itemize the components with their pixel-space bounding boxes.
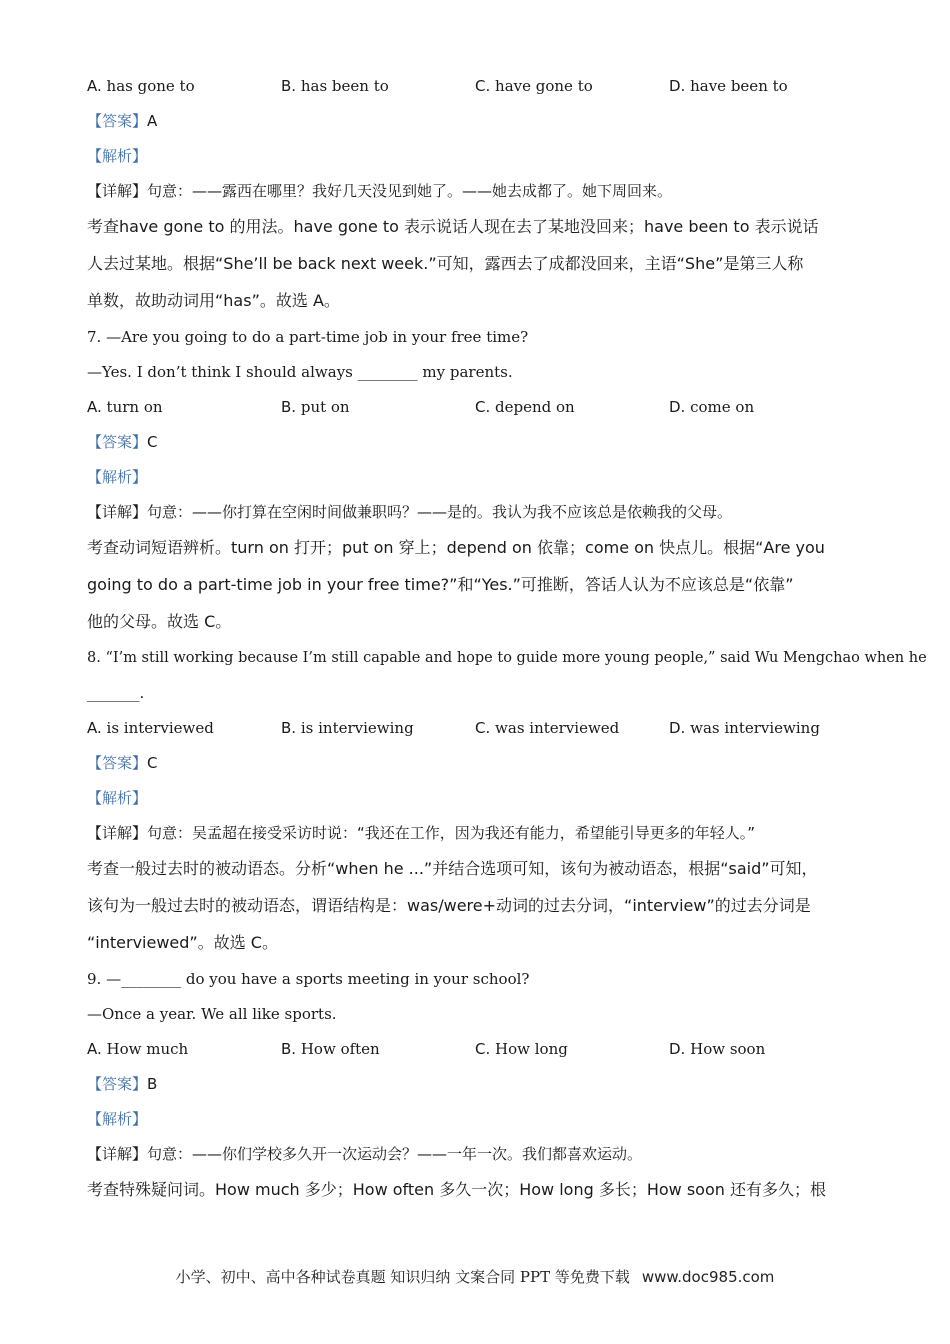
footer-text: 小学、初中、高中各种试卷真题 知识归纳 文案合同 PPT 等免费下载 [175,1268,630,1286]
q7-answer: 【答案】C [87,433,158,451]
q9-question: 9. —________ do you have a sports meeting in your school? [87,970,530,988]
q9-analysis-tag: 【解析】 [87,1110,148,1128]
q7-option-b: B. put on [281,398,350,416]
q9-explanation-1: 考查特殊疑问词。How much 多少；How often 多久一次；How long 多长；How soon 还有多久；根 [87,1180,826,1199]
q7-analysis-tag: 【解析】 [87,468,148,486]
q8-explanation-3: “interviewed”。故选 C。 [87,933,278,952]
q6-analysis-tag: 【解析】 [87,147,148,165]
q8-answer: 【答案】C [87,754,158,772]
q7-explanation-1: 考查动词短语辨析。turn on 打开；put on 穿上；depend on 依靠；come on 快点儿。根据“Are you [87,538,825,557]
q8-detail: 【详解】句意：吴孟超在接受采访时说：“我还在工作，因为我还有能力，希望能引导更多的年轻人。” [87,824,756,842]
q9-option-c: C. How long [475,1040,568,1058]
q8-explanation-1: 考查一般过去时的被动语态。分析“when he ...”并结合选项可知，该句为被动语态，根据“said”可知， [87,859,818,878]
q6-option-c: C. have gone to [475,77,593,95]
q8-option-d: D. was interviewing [669,719,820,737]
document-page [87,70,927,1210]
q8-question: 8. “I’m still working because I’m still capable and hope to guide more young people,” said Wu Mengchao when he [87,650,927,666]
q8-option-a: A. is interviewed [87,719,214,737]
q7-detail: 【详解】句意：——你打算在空闲时间做兼职吗？——是的。我认为我不应该总是依赖我的父母。 [87,503,733,521]
q7-options [87,391,877,426]
q6-options [87,70,877,105]
q8-question-blank: _______. [87,684,145,702]
q8-option-b: B. is interviewing [281,719,414,737]
q6-explanation-3: 单数，故助动词用“has”。故选 A。 [87,291,340,310]
q9-option-b: B. How often [281,1040,380,1058]
q9-reply: —Once a year. We all like sports. [87,1005,337,1023]
q9-answer: 【答案】B [87,1075,158,1093]
q9-option-d: D. How soon [669,1040,766,1058]
q6-option-a: A. has gone to [87,77,195,95]
q9-detail: 【详解】句意：——你们学校多久开一次运动会？——一年一次。我们都喜欢运动。 [87,1145,643,1163]
q6-explanation-1: 考查have gone to 的用法。have gone to 表示说话人现在去了某地没回来；have been to 表示说话 [87,217,819,236]
q7-option-a: A. turn on [87,398,163,416]
q8-analysis-tag: 【解析】 [87,789,148,807]
q7-question: 7. —Are you going to do a part-time job in your free time? [87,328,529,346]
q7-explanation-3: 他的父母。故选 C。 [87,612,232,631]
q8-options [87,712,877,747]
q7-explanation-2: going to do a part-time job in your free time?”和“Yes.”可推断，答话人认为不应该总是“依靠” [87,575,794,594]
q7-reply: —Yes. I don’t think I should always ________ my parents. [87,363,513,381]
q6-option-b: B. has been to [281,77,389,95]
footer-url-link[interactable]: www.doc985.com [641,1268,775,1286]
q6-answer: 【答案】A [87,112,158,130]
q7-option-d: D. come on [669,398,755,416]
q6-option-d: D. have been to [669,77,788,95]
q9-option-a: A. How much [87,1040,189,1058]
q7-option-c: C. depend on [475,398,575,416]
q8-option-c: C. was interviewed [475,719,620,737]
q8-explanation-2: 该句为一般过去时的被动语态，谓语结构是：was/were+动词的过去分词，“interview”的过去分词是 [87,896,811,915]
page-footer [0,1266,950,1287]
q6-explanation-2: 人去过某地。根据“She’ll be back next week.”可知，露西去了成都没回来，主语“She”是第三人称 [87,254,804,273]
q6-detail: 【详解】句意：——露西在哪里？我好几天没见到她了。——她去成都了。她下周回来。 [87,182,673,200]
q9-options [87,1033,877,1068]
